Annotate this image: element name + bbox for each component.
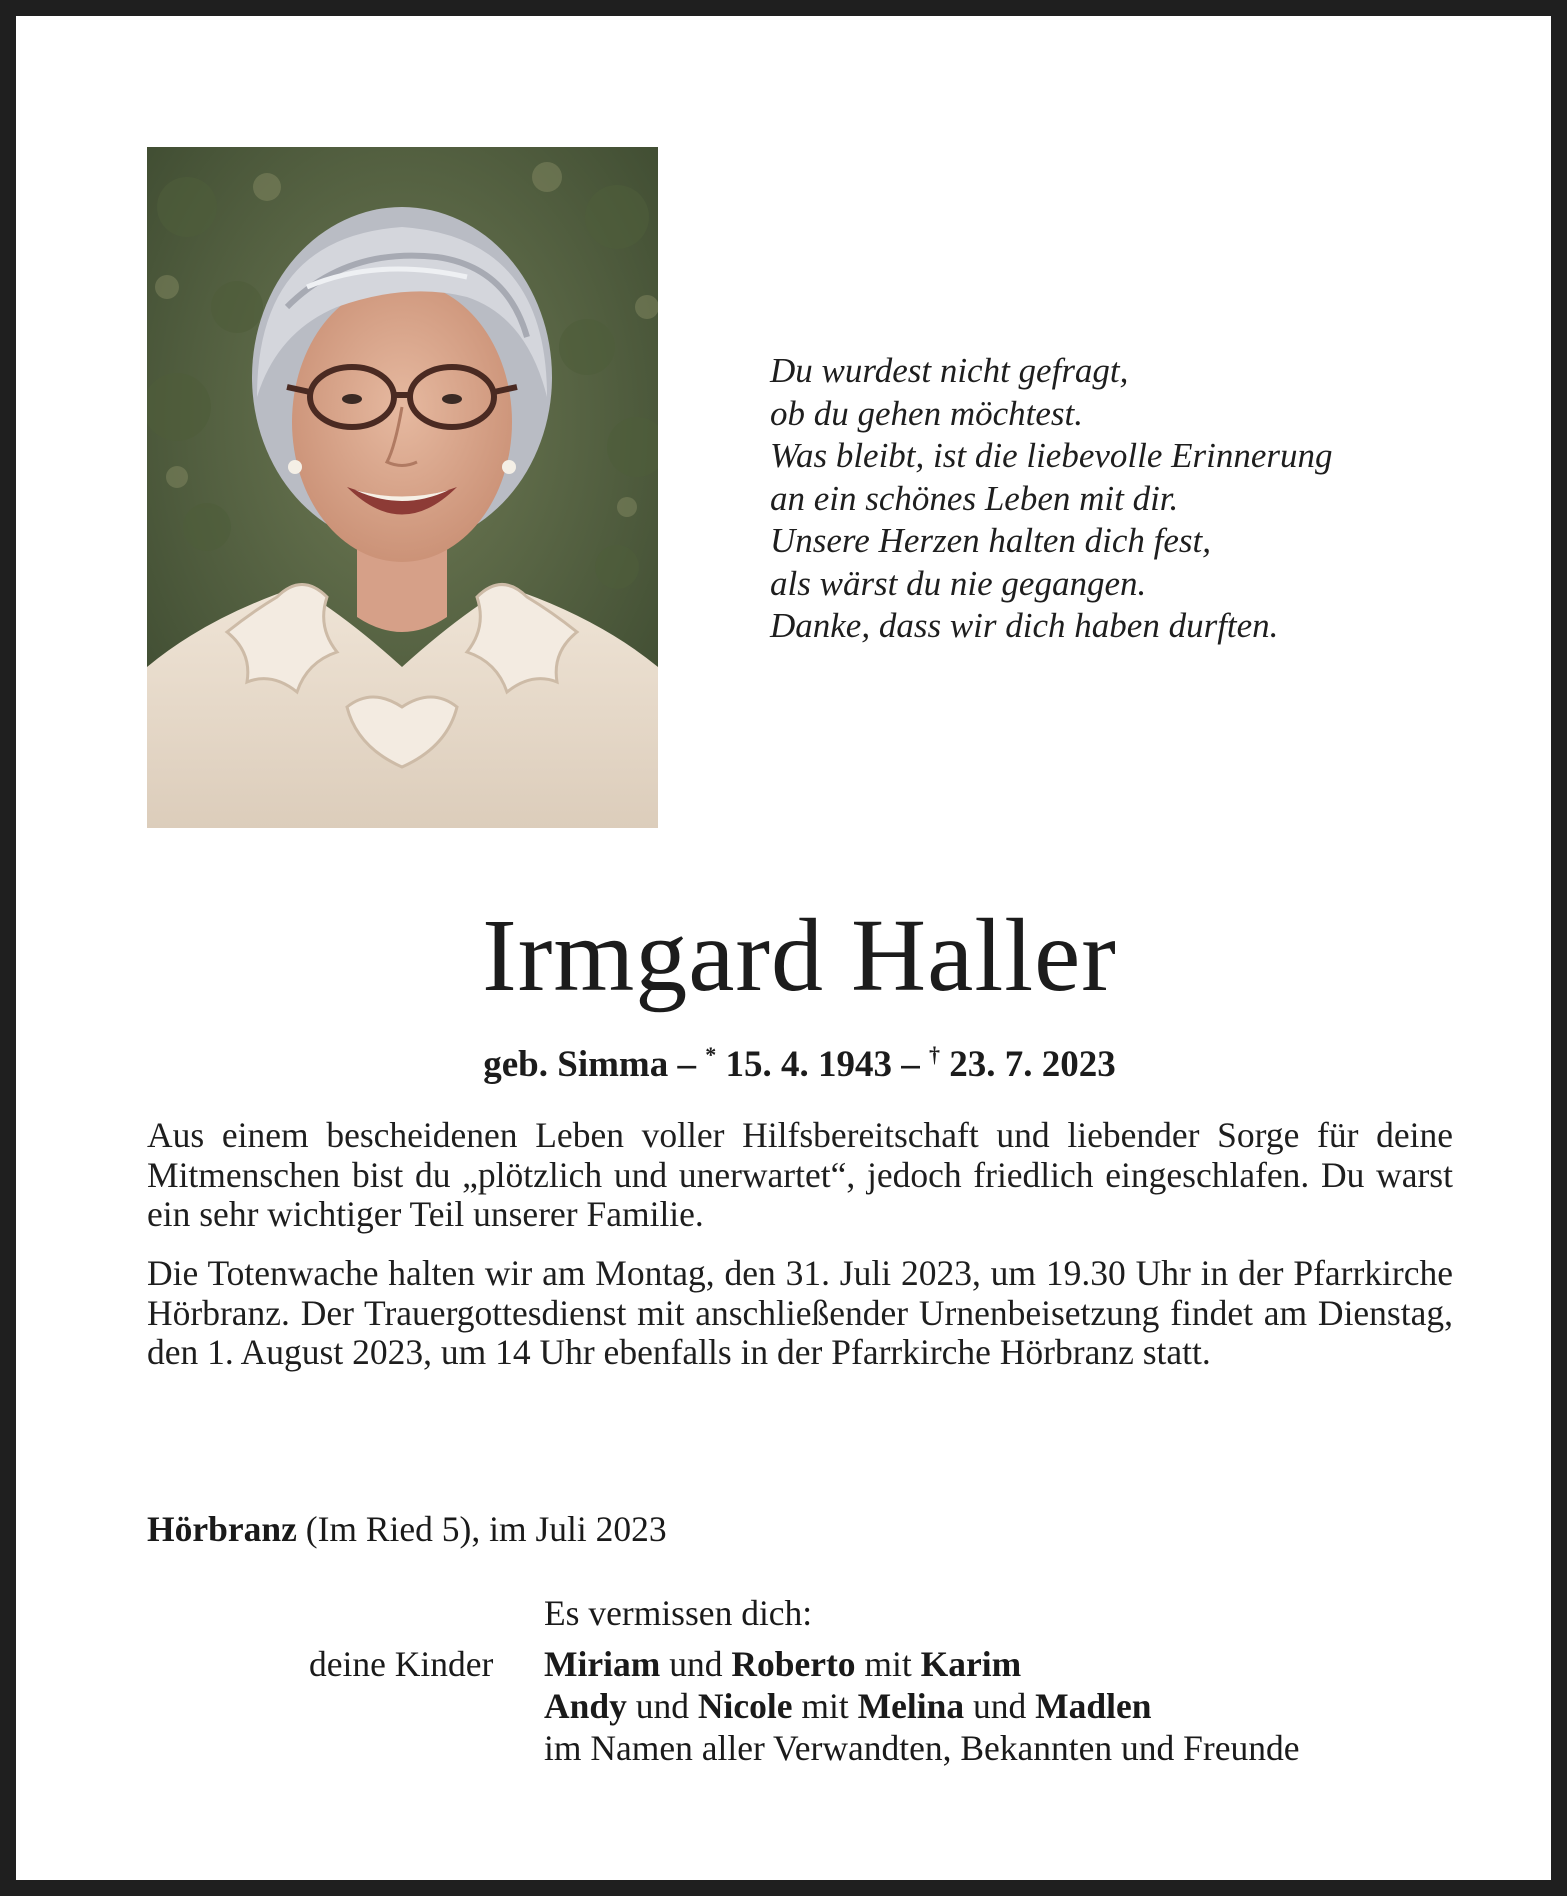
mourner-name: Melina <box>857 1686 965 1726</box>
connector: und <box>660 1644 732 1684</box>
mourners-line-1 <box>544 1643 1021 1685</box>
tribute-paragraph: Aus einem bescheidenen Leben voller Hilfsbereitschaft und liebender Sorge für deine Mitmenschen bist du „plötzlich und unerwartet“, jedoch friedlich eingeschlafen. Du warst ein sehr wichtiger Teil unserer Familie. <box>147 1115 1453 1234</box>
portrait-illustration <box>147 147 658 828</box>
connector: mit <box>855 1644 921 1684</box>
mourner-name: Karim <box>920 1644 1022 1684</box>
mourner-name: Miriam <box>544 1644 661 1684</box>
connector: und <box>626 1686 698 1726</box>
connector: mit <box>792 1686 858 1726</box>
birth-symbol: * <box>705 1042 717 1067</box>
poem-line: Danke, dass wir dich haben durften. <box>770 606 1279 645</box>
mourner-name: Andy <box>544 1686 627 1726</box>
poem-line: Du wurdest nicht gefragt, <box>770 351 1129 390</box>
poem-line: an ein schönes Leben mit dir. <box>770 478 1179 518</box>
poem-line: ob du gehen möchtest. <box>770 393 1083 433</box>
separator: – <box>668 1044 706 1085</box>
deceased-name: Irmgard Haller <box>482 898 1117 1013</box>
mourners-line-3: im Namen aller Verwandten, Bekannten und Freunde <box>544 1728 1300 1768</box>
mourner-name: Nicole <box>697 1686 793 1726</box>
town: Hörbranz <box>147 1509 297 1549</box>
mourners-line-2 <box>544 1685 1151 1727</box>
birth-name: geb. Simma <box>483 1044 669 1085</box>
portrait-photo <box>147 147 658 828</box>
mourner-name: Madlen <box>1035 1686 1152 1726</box>
poem-line: als wärst du nie gegangen. <box>770 563 1147 603</box>
life-dates <box>16 1032 1567 1088</box>
place-and-date <box>147 1508 667 1550</box>
mourners-title: Es vermissen dich: <box>544 1593 813 1633</box>
birth-date: 15. 4. 1943 <box>716 1044 892 1085</box>
memorial-poem <box>770 350 1470 648</box>
service-details-paragraph: Die Totenwache halten wir am Montag, den 31. Juli 2023, um 19.30 Uhr in der Pfarrkirche Hörbranz. Der Trauergottesdienst mit anschließender Urnenbeisetzung findet am Dienstag, den 1. August 2023, um 14 Uhr ebenfalls in der Pfarrkirche Hörbranz statt. <box>147 1253 1453 1372</box>
death-date: 23. 7. 2023 <box>940 1044 1116 1085</box>
mourner-name: Roberto <box>731 1644 856 1684</box>
connector: und <box>964 1686 1036 1726</box>
separator: – <box>892 1044 929 1085</box>
poem-line: Unsere Herzen halten dich fest, <box>770 521 1211 560</box>
poem-line: Was bleibt, ist die liebevolle Erinnerung <box>770 436 1333 475</box>
mourners-label: deine Kinder <box>309 1644 494 1684</box>
address-and-date: (Im Ried 5), im Juli 2023 <box>296 1509 667 1549</box>
death-symbol: † <box>929 1042 940 1067</box>
